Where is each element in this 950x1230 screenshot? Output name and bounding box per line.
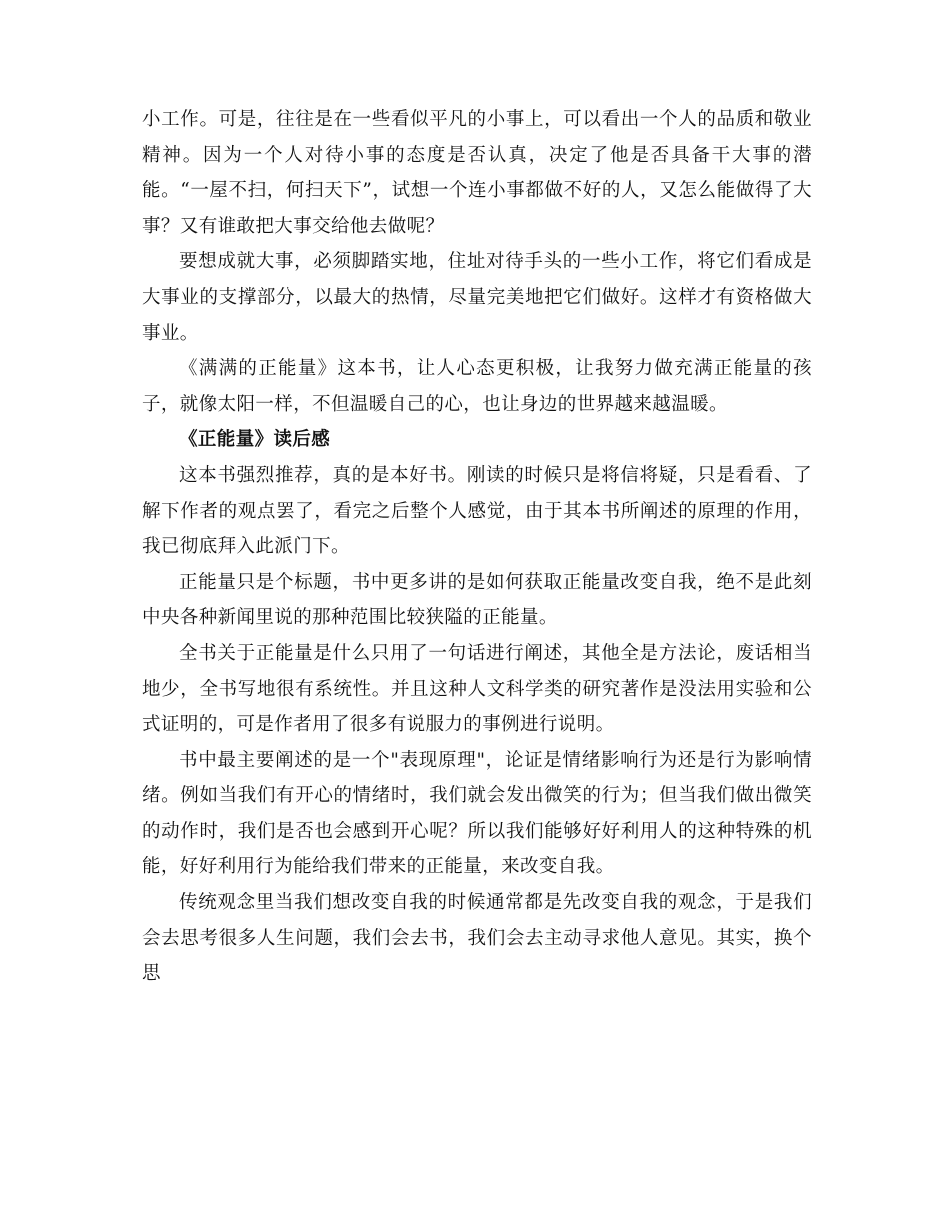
paragraph: 要想成就大事，必须脚踏实地，住址对待手头的一些小工作，将它们看成是大事业的支撑部分，以最大的热情，尽量完美地把它们做好。这样才有资格做大事业。 [142,251,812,344]
paragraph: 书中最主要阐述的是一个"表现原理"，论证是情绪影响行为还是行为影响情绪。例如当我们有开心的情绪时，我们就会发出微笑的行为；但当我们做出微笑的动作时，我们是否也会感到开心呢？所以我们能够好好利用人的这种特殊的机能，好好利用行为能给我们带来的正能量，来改变自我。 [142,749,812,878]
paragraph: 全书关于正能量是什么只用了一句话进行阐述，其他全是方法论，废话相当地少，全书写地很有系统性。并且这种人文科学类的研究著作是没法用实验和公式证明的，可是作者用了很多有说服力的事例进行说明。 [142,642,812,736]
paragraph-continued: 小工作。可是，往往是在一些看似平凡的小事上，可以看出一个人的品质和敬业精神。因为一个人对待小事的态度是否认真，决定了他是否具备干大事的潜能。“一屋不扫，何扫天下”，试想一个连小事都做不好的人，又怎么能做得了大事？又有谁敢把大事交给他去做呢？ [142,109,812,237]
section-heading: 《正能量》读后感 [179,429,331,451]
paragraph: 这本书强烈推荐，真的是本好书。刚读的时候只是将信将疑，只是看看、了解下作者的观点罢了，看完之后整个人感觉，由于其本书所阐述的原理的作用，我已彻底拜入此派门下。 [142,464,812,558]
paragraph: 正能量只是个标题，书中更多讲的是如何获取正能量改变自我，绝不是此刻中央各种新闻里说的那种范围比较狭隘的正能量。 [142,571,812,629]
document-page [142,102,812,992]
paragraph: 传统观念里当我们想改变自我的时候通常都是先改变自我的观念，于是我们会去思考很多人生问题，我们会去书，我们会去主动寻求他人意见。其实，换个思 [142,892,812,985]
paragraph: 《满满的正能量》这本书，让人心态更积极，让我努力做充满正能量的孩子，就像太阳一样，不但温暖自己的心，也让身边的世界越来越温暖。 [142,358,812,415]
